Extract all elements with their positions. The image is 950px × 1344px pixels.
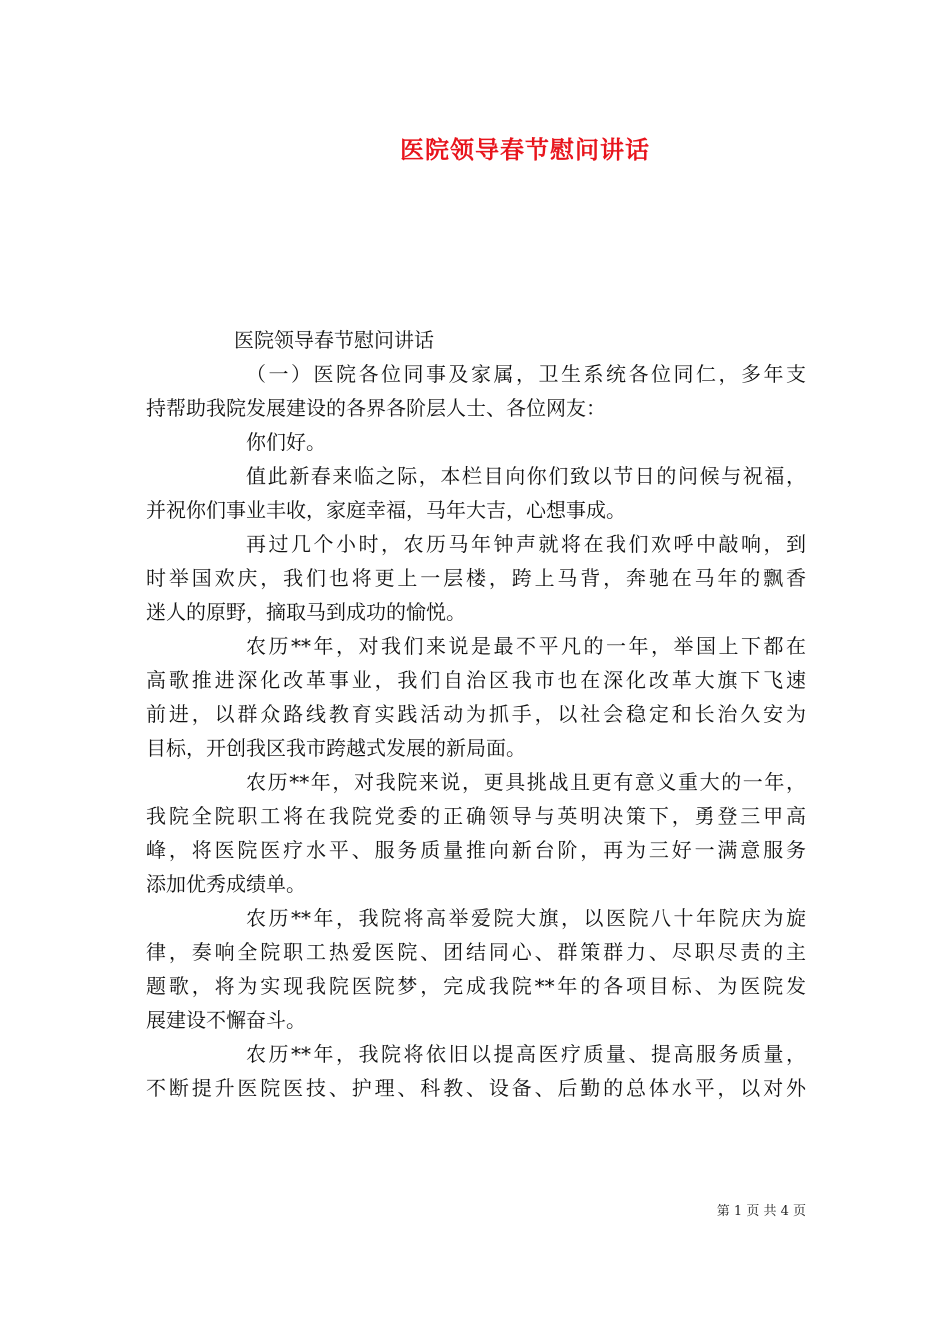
document-title: 医院领导春节慰问讲话	[400, 135, 650, 164]
body-line-heading: 医院领导春节慰问讲话	[234, 328, 434, 352]
body-line: 我院全院职工将在我院党委的正确领导与英明决策下，勇登三甲高	[146, 804, 806, 828]
body-line: 农历**年，我院将依旧以提高医疗质量、提高服务质量，	[246, 1042, 806, 1066]
body-line: 时举国欢庆，我们也将更上一层楼，跨上马背，奔驰在马年的飘香	[146, 566, 806, 590]
body-line: 高歌推进深化改革事业，我们自治区我市也在深化改革大旗下飞速	[146, 668, 806, 692]
body-line: 持帮助我院发展建设的各界各阶层人士、各位网友：	[146, 396, 606, 420]
body-line: （一）医院各位同事及家属，卫生系统各位同仁，多年支	[246, 362, 806, 386]
body-line: 农历**年，对我们来说是最不平凡的一年，举国上下都在	[246, 634, 806, 658]
body-line: 题歌，将为实现我院医院梦，完成我院**年的各项目标、为医院发	[146, 974, 806, 998]
body-line: 添加优秀成绩单。	[146, 872, 306, 896]
body-line: 值此新春来临之际，本栏目向你们致以节日的问候与祝福，	[246, 464, 806, 488]
body-line: 农历**年，我院将高举爱院大旗，以医院八十年院庆为旋	[246, 906, 806, 930]
page-number: 第 1 页 共 4 页	[716, 1204, 806, 1219]
body-line: 农历**年，对我院来说，更具挑战且更有意义重大的一年，	[246, 770, 806, 794]
body-line: 再过几个小时，农历马年钟声就将在我们欢呼中敲响，到	[246, 532, 806, 556]
body-line: 迷人的原野，摘取马到成功的愉悦。	[146, 600, 466, 624]
body-line: 前进，以群众路线教育实践活动为抓手，以社会稳定和长治久安为	[146, 702, 806, 726]
body-line: 展建设不懈奋斗。	[146, 1008, 306, 1032]
body-line: 律，奏响全院职工热爱医院、团结同心、群策群力、尽职尽责的主	[146, 940, 806, 964]
body-line: 你们好。	[246, 430, 326, 454]
document-body	[146, 323, 806, 1105]
body-line: 不断提升医院医技、护理、科教、设备、后勤的总体水平，以对外	[146, 1076, 806, 1100]
body-line: 并祝你们事业丰收，家庭幸福，马年大吉，心想事成。	[146, 498, 626, 522]
body-line: 目标，开创我区我市跨越式发展的新局面。	[146, 736, 526, 760]
body-line: 峰，将医院医疗水平、服务质量推向新台阶，再为三好一满意服务	[146, 838, 806, 862]
